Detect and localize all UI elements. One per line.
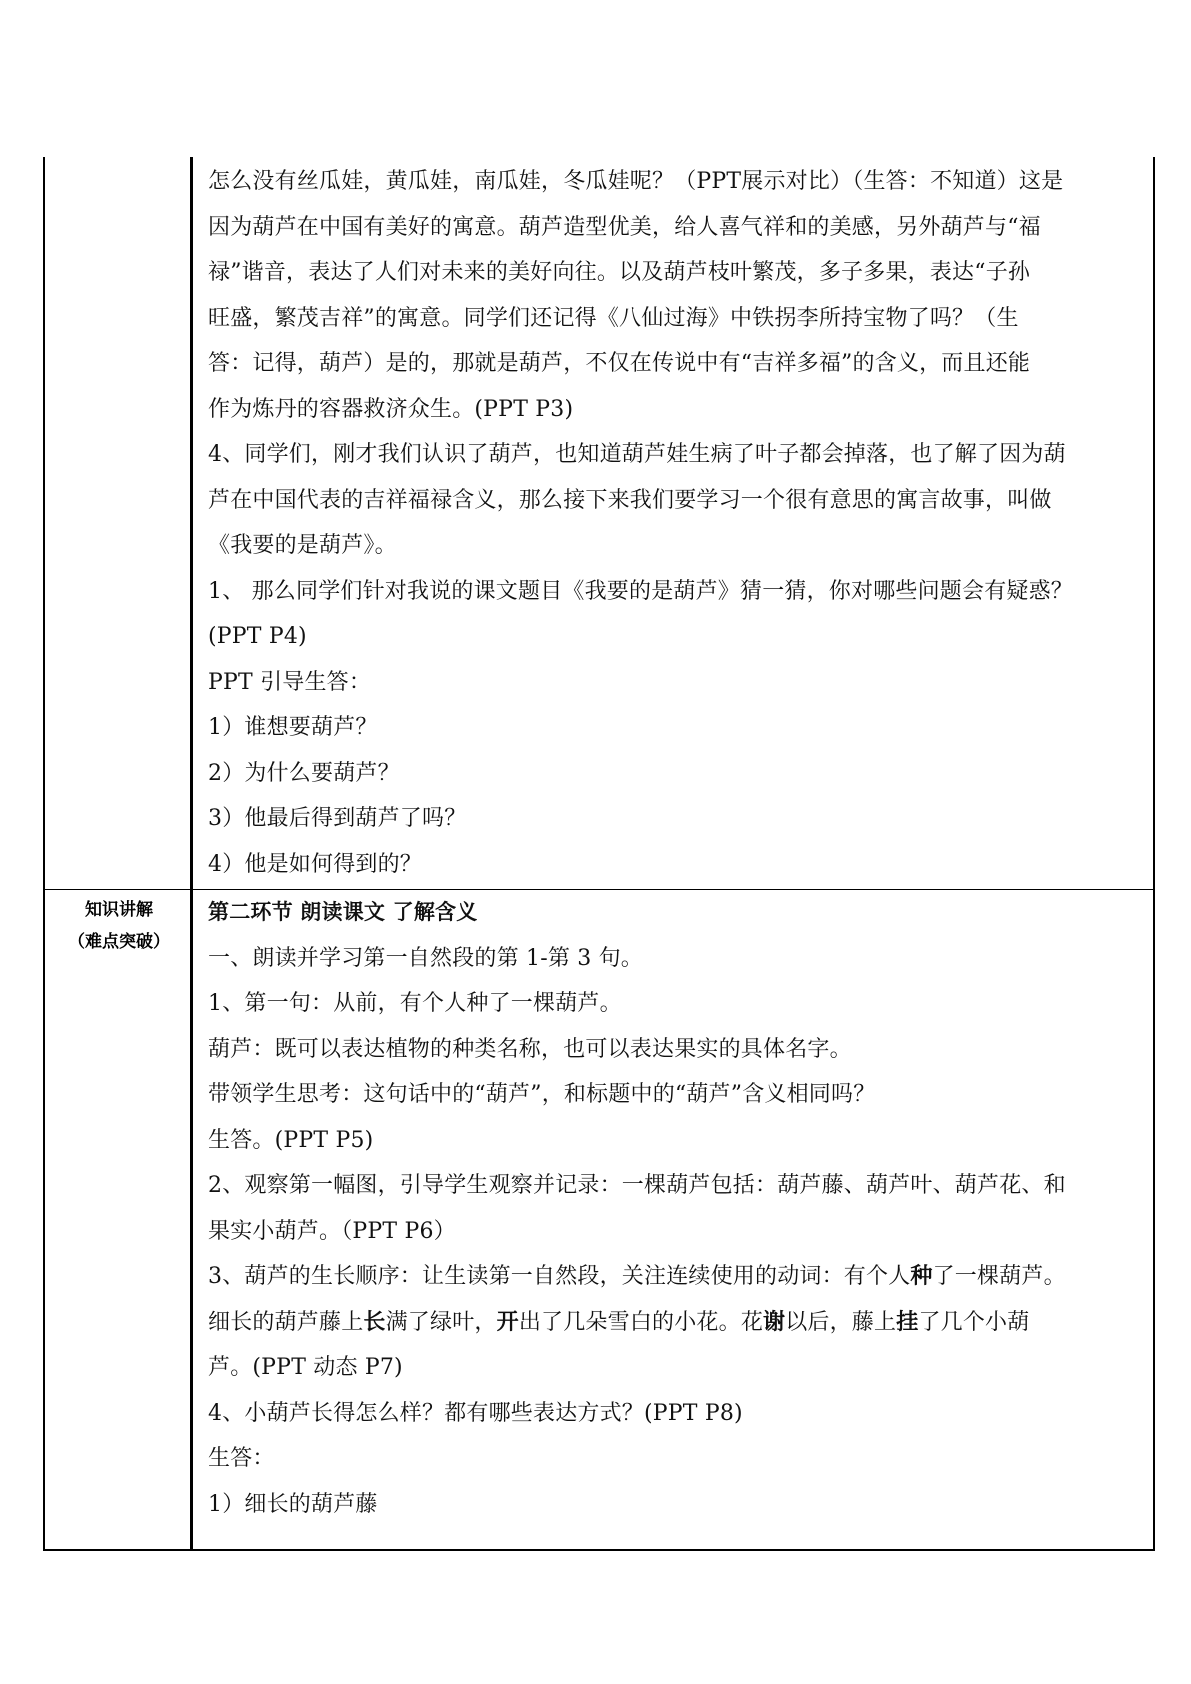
text-line	[208, 1254, 1143, 1300]
text-line: 1、第一句：从前，有个人种了一棵葫芦。	[208, 991, 622, 1016]
text-line: 4、小葫芦长得怎么样？都有哪些表达方式？(PPT P8)	[208, 1400, 743, 1426]
emphasized-verb: 挂	[896, 1308, 919, 1335]
emphasized-verb: 谢	[763, 1308, 786, 1335]
text-segment: 了几个小葫	[918, 1309, 1030, 1335]
text-segment: 细长的葫芦藤上	[208, 1309, 364, 1335]
text-line: 2、观察第一幅图，引导学生观察并记录：一棵葫芦包括：葫芦藤、葫芦叶、葫芦花、和	[208, 1173, 1066, 1198]
text-line	[208, 1300, 1143, 1346]
text-line: 3）他最后得到葫芦了吗？	[208, 806, 467, 831]
text-line: 带领学生思考：这句话中的“葫芦”，和标题中的“葫芦”含义相同吗？	[208, 1082, 876, 1107]
text-line: 因为葫芦在中国有美好的寓意。葫芦造型优美，给人喜气祥和的美感，另外葫芦与“福	[208, 214, 1041, 240]
section-label	[45, 894, 193, 958]
text-segment: 3、葫芦的生长顺序：让生读第一自然段，关注连续使用的动词：有个人	[208, 1264, 911, 1289]
text-line: 生答：	[208, 1446, 275, 1471]
text-line: 怎么没有丝瓜娃，黄瓜娃，南瓜娃，冬瓜娃呢？（PPT展示对比）（生答：不知道）这是	[208, 169, 1064, 194]
emphasized-verb: 开	[496, 1308, 519, 1335]
row-label-cell	[45, 890, 193, 1549]
text-line: 禄”谐音，表达了人们对未来的美好向往。以及葫芦枝叶繁茂，多子多果，表达“子孙	[208, 260, 1031, 285]
table-row	[45, 889, 1153, 1549]
text-line: (PPT P4)	[208, 624, 307, 649]
emphasized-verb: 长	[363, 1308, 386, 1335]
section-label-line2: （难点突破）	[68, 932, 170, 952]
text-segment: 出了几朵雪白的小花。花	[518, 1309, 764, 1335]
text-line: 《我要的是葫芦》。	[208, 533, 397, 558]
text-segment: 满了绿叶，	[385, 1309, 497, 1335]
text-line: 芦在中国代表的吉祥福禄含义，那么接下来我们要学习一个很有意思的寓言故事，叫做	[208, 487, 1052, 513]
text-line: 旺盛，繁茂吉祥”的寓意。同学们还记得《八仙过海》中铁拐李所持宝物了吗？（生	[208, 305, 1019, 331]
lesson-table	[43, 157, 1155, 1551]
row-label-cell	[45, 157, 193, 889]
text-segment: 了一棵葫芦。	[932, 1264, 1066, 1289]
row-content-cell	[196, 157, 1153, 889]
text-line: 4）他是如何得到的？	[208, 851, 422, 877]
text-line: 葫芦：既可以表达植物的种类名称，也可以表达果实的具体名字。	[208, 1036, 852, 1062]
paragraph-block	[208, 159, 1143, 887]
section-heading: 第二环节 朗读课文 了解含义	[208, 900, 478, 924]
text-line: 2）为什么要葫芦？	[208, 760, 400, 786]
row-content-cell	[196, 890, 1153, 1549]
emphasized-verb: 种	[910, 1263, 933, 1289]
text-line: 答：记得，葫芦）是的，那就是葫芦，不仅在传说中有“吉祥多福”的含义，而且还能	[208, 351, 1031, 376]
text-line: 1）谁想要葫芦？	[208, 715, 378, 740]
paragraph-block	[208, 890, 1143, 1527]
text-line: 果实小葫芦。（PPT P6）	[208, 1218, 456, 1244]
text-segment: 以后，藤上	[785, 1309, 897, 1335]
text-line: 1、 那么同学们针对我说的课文题目《我要的是葫芦》猜一猜，你对哪些问题会有疑惑？	[208, 578, 1073, 604]
text-line: 4、同学们，刚才我们认识了葫芦，也知道葫芦娃生病了叶子都会掉落，也了解了因为葫	[208, 442, 1066, 467]
text-line: 作为炼丹的容器救济众生。(PPT P3)	[208, 396, 574, 422]
section-label-line1: 知识讲解	[85, 900, 153, 920]
text-line: 生答。(PPT P5)	[208, 1127, 374, 1153]
text-line: PPT 引导生答：	[208, 669, 372, 695]
text-line: 1）细长的葫芦藤	[208, 1491, 378, 1517]
text-line: 一、朗读并学习第一自然段的第 1-第 3 句。	[208, 945, 644, 971]
text-line: 芦。(PPT 动态 P7)	[208, 1355, 403, 1380]
table-row	[45, 157, 1153, 889]
